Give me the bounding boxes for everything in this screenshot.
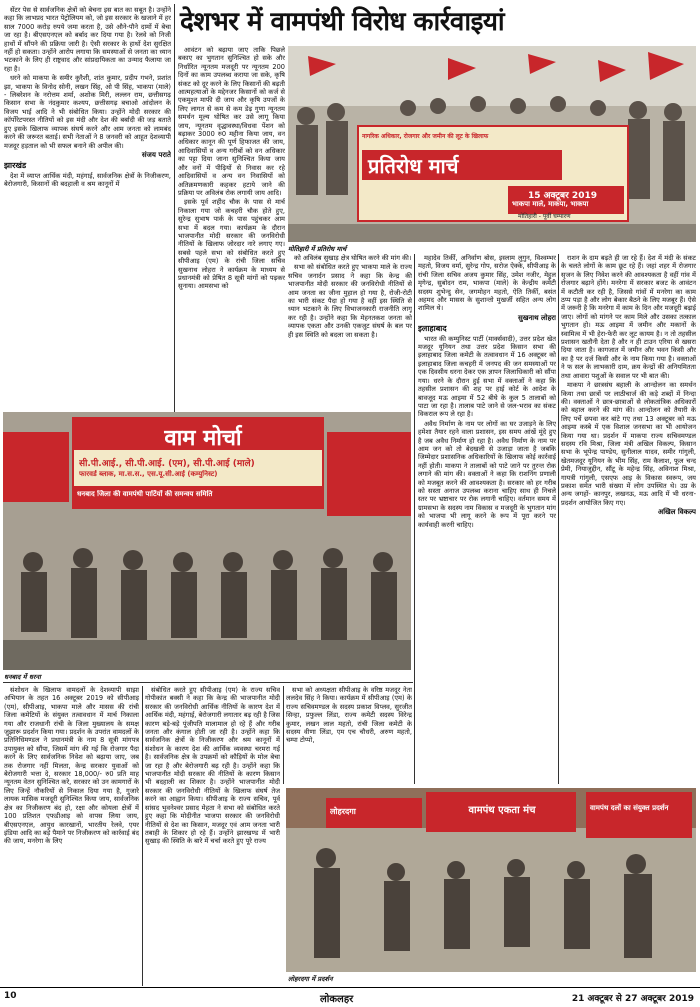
paragraph: सभा को अध्यक्षता सीपीआइ के वरिष्ठ मजदूर नेता ललदेव सिंह ने किया। कार्यक्रम में सीपीआइ (एम) के राज्य सचिवमण्डल के सदस्य प्रकाश विप्लव, सुरजीत सिन्हा, प्रफुल्ल लिंडा, राज्य कमेटी सदस्य विरेन्द्र कुमार, लखन लाल महतो, रांची जिला कमेटी के सदस्य वीणा लिंडा, एम एच चौधरी, अरुण महतो, चम्पा टोप्पो, bbox=[286, 686, 412, 745]
byline: अखिल विकल्प bbox=[657, 508, 696, 517]
article-col3-mid bbox=[288, 254, 412, 364]
paragraph: देश में व्याप्त आर्थिक मंदी, महंगाई, सार्वजनिक क्षेत्रों के निजीकरण, बेरोजगारी, किसानों की बदहाली व श्रम कानूनों में bbox=[4, 171, 171, 189]
column-rule bbox=[174, 4, 175, 414]
paragraph: महादेव तिर्की, अनिर्वाण बोस, इस्लाम लुगुन, विश्वम्भर महतो, विजय वर्मा, सुरेन्द्र गोप, सरोज ऐक्के, सीपीआइ के रांची जिला सचिव अजय कुमार सिंह, उमेश नजीर, मेहुल मृगेन्द्र, सुबोदन राम, भाकपा (माले) के केन्द्रीय कमेटी सदस्य शुभेन्दु सेन, जगमोहन महतो, ऐति तिर्की, बसंत अहमद और मासस के सुशान्तो मुखर्जी सहित अन्य लोग शामिल थे। bbox=[418, 254, 556, 313]
article-col2-top bbox=[178, 46, 285, 406]
section-subhead-allahabad: इलाहाबाद bbox=[418, 324, 447, 334]
paragraph: आवंटन को बढ़ाया जाए ताकि पिछले बकाए का भुगतान सुनिश्चित हो सके और निर्धारित न्यूनतम मजदूरी पर न्यूनतम 200 दिनों का काम उपलब्ध कराया जा सके, कृषि संकट को दूर करने के लिए किसानों की बढ़ती आत्महत्याओं के मद्देनजर किसानों को कर्ज से एकमुश्त माफी दी जाय और कृषि उपजों के लिए लागत से कम से कम डेढ़ गुणा न्यूनतम समर्थन मूल्य घोषित कर उसे लागू किया जाय, न्यूनतम वृद्धावस्था/विधवा पेंशन को बढ़ाकर 3000 रु0 महीना किया जाय, वन अधिकार कानून की पूर्ण हिफाजत की जाय, आदिवासियों व अन्य गरीबों को वन अधिकार का पट्टा दिया जाना सुनिश्चित किया जाय और वनों में पीढ़ियों से निवास कर रहे आदिवासियों व अन्य वन निवासियों को अतिक्रमणकारी कहकर हटाये जाने की प्रक्रिया पर अविलंब रोक लगायी जाय आदि। bbox=[178, 46, 285, 197]
paragraph: राशन के दाम बढ़ते ही जा रहे हैं। देश में मंदी के संकट के चलते लोगों के काम छूट रहे हैं। जहां शहर में रोजगार सृजन के लिए निवेश करने की आवश्यकता है वहीं गांव में रोजगार बढ़ाने होंगे। मनरेगा में सरकार बजट के आवंटन में कटौती कर रही है, जिससे गांवों में मनरेगा का काम ठप्प पड़ा है और लोग बेकार बैठने के लिए मजबूर हैं। ऐसे में जरूरी है कि मनरेगा में काम के दिन और मजदूरी बढ़ाई जाए। लोगों को मांगने पर काम मिले और उसका तत्काल भुगतान हो। मऊ आइमा में जमीन और मकानों के स्वामित्व में भी हेरा-फेरी कर लूट कायम है। न तो तहसील प्रशासन खतौनी देता है और न ही टाउन एरिया से खसरा दिया जाता है। कागजात में जमीन और भवन किसी और का है पर दर्ज किसी और के नाम किया गया है। वक्ताओं ने फ सल के लाभकारी दाम, क्रय केन्द्रों की अनियमितता तथा आवारा पशुओं के सवाल पर भी बात की। bbox=[561, 254, 696, 380]
paragraph: सेंटर पेस से सार्वजनिक क्षेत्रों को बेचना इस बात का सबूत है। उन्होंने कहा कि लाभप्रद भारत पेट्रोलियम को, जो इस सरकार के खजाने में हर साल 7000 करोड़ रुपये जमा करता है, उसे औने-पौने दामों में बेचा जा रहा है। बीएसएनएल को बर्बाद कर दिया गया है। रेलवे को निजी हाथों में सौंपने की प्रक्रिया जारी है। ऐसी सरकार के हाथों देश सुरक्षित नहीं हो सकता। उन्होंने आरोप लगाया कि समस्याओं से जनता का ध्यान भटकाने के लिए ही राष्ट्रवाद और सांप्रदायिकता का उन्माद फैलाया जा रहा है। bbox=[4, 6, 171, 73]
column-rule bbox=[414, 254, 415, 784]
column-rule bbox=[558, 254, 559, 784]
photo-dhanbad-dharna bbox=[3, 412, 411, 670]
byline: सुखनाथ लोहरा bbox=[517, 313, 556, 322]
photo-caption: धनबाद में धरना bbox=[4, 673, 41, 681]
article-col5-right bbox=[561, 254, 696, 784]
banner-parties: भाकपा माले, माकपा, भाकपा bbox=[512, 200, 589, 208]
photo-motihari-march bbox=[288, 46, 696, 242]
photo-lohardaga-protest bbox=[286, 788, 696, 972]
page-footer bbox=[0, 989, 700, 1005]
paragraph: संशोधन के खिलाफ वामदलों के देशव्यापी साझा अभियान के तहत 16 अक्टूबर 2019 को सीपीआइ (एम), सीपीआइ, भाकपा माले और मासस की रांची जिला कमेटियों के संयुक्त तत्वावधान में मार्च निकाला गया और राजधानी रांची के जिला मुख्यालय के समक्ष जुझारू प्रदर्शन किया गया। प्रदर्शन के उपरांत वामदलों के प्रतिनिधिमण्डल ने प्रधानमंत्री के नाम 8 सूत्री मांगपत्र उपायुक्त को सौंपा, जिसमें मांग की गई कि रोजगार पैदा करने के लिए सार्वजनिक निवेश को बढ़ाया जाए, जब तक रोजगार नहीं मिलता, केन्द्र सरकार युवाओं को बेरोजगारी भत्ता दे, सरकार 18,000/- रु0 प्रति माह न्यूनतम वेतन सुनिश्चित करे, सरकार को उन कामगारों के लिए जिन्हें नौकरियों से निकाल दिया गया है, गुजारे लायक मासिक मजदूरी सुनिश्चित किया जाय, सार्वजनिक क्षेत्र का निजीकरण बंद हो, रक्षा और कोयला क्षेत्रों में 100 प्रतिशत एफडीआइ को वापस लिया जाय, बीएसएनएल, आयुध कारखानों, भारतीय रेलवे, एयर इंडिया आदि का बड़े पैमाने पर निजीकरण को कार्रवाई बंद की जाय, मनरेगा के लिए bbox=[4, 686, 139, 846]
photo-motihari-march-image bbox=[288, 46, 696, 242]
article-col1-top bbox=[4, 6, 171, 404]
paragraph: इसके पूर्व शहीद चौक के पास से मार्च निकाला गया जो कचहरी चौक होते हुए, सुरेन्द्र सुभाष पार्क के पास पहुंचकर आम सभा में बदल गया। कार्यक्रम के दौरान भाजपानीत मोदी सरकार की जनविरोधी नीतियों के खिलाफ जोरदार नारे लगाए गए। सबसे पहले सभा को संबोधित करते हुए सीपीआइ (एम) के रांची जिला सचिव सुखनाथ लोहरा ने कार्यक्रम के माध्यम से प्रधानमंत्री को प्रेषित 8 सूत्री मांगों को पढ़कर सुनाया। आमसभा को bbox=[178, 198, 285, 291]
photo-caption: मोतिहारी में प्रतिरोध मार्च bbox=[288, 245, 347, 253]
byline: संजय पराते bbox=[141, 150, 171, 159]
section-rule bbox=[3, 682, 413, 683]
banner-district: धनबाद जिला की वामपंथी पार्टियों की समन्वय समिति bbox=[77, 490, 213, 498]
paragraph: धरने को माकपा के समीर कुरैशी, शांत कुमार, प्रदीप गभने, प्रशांत झा, भाकपा के विनोद सोनी, लखन सिंह, ओ पी सिंह, भाकपा (माले) - लिबरेशन के नरोत्तम शर्मा, अशोक मिरी, लल्लन राम, छत्तीसगढ़ किसान सभा के नंदकुमार कश्यप, छत्तीसगढ़ बचाओ आंदोलन के विजय भाई आदि ने भी संबोधित किया। उन्होंने मोदी सरकार की कॉर्पोरेटपरस्त नीतियों को इस मंदी और देश की बर्बादी की जड़ बताते हुए इसके खिलाफ व्यापक संघर्ष करने और आम जनता को लामबंद करने की जरूरत बताई। सभी नेताओं ने 8 जनवरी को आहूत देशव्यापी मजदूर हड़ताल को भी सफल बनाने की अपील की। bbox=[4, 74, 171, 150]
banner-left: लोहरदगा bbox=[330, 807, 356, 816]
paragraph: सभा को संबोधित करते हुए भाकपा माले के राज्य सचिव जनार्दन प्रसाद ने कहा कि केन्द्र की भाजपानीत मोदी सरकार की जनविरोधी नीतियों से आम जनता का जीना मुहाल हो गया है, रोजी-रोटी का भारी संकट पैदा हो गया है वहीं इस स्थिति से ध्यान भटकाने के लिए विभाजनकारी राजनीति लागू कर रही है। उन्होंने कहा कि मेहनतकश जनता को व्यापक एकता और उनकी एकजुट संघर्ष के बल पर ही इस स्थिति को बदला जा सकता है। bbox=[288, 263, 412, 339]
newspaper-name: लोकलहर bbox=[320, 994, 354, 1005]
banner-top-text: नागरिक अधिकार, रोजगार और जमीन की लूट के खिलाफ bbox=[362, 133, 489, 140]
article-bottom-col3 bbox=[286, 686, 412, 782]
photo-caption: लोहरदगा में प्रदर्शन bbox=[288, 975, 333, 983]
paragraph: माकपा ने छात्रसंघ बहाली के आन्दोलन का समर्थन किया तथा छात्रों पर लाठीचार्ज की कड़े शब्दों में निन्दा की। वक्ताओं ने छात्र-छात्राओं से लोकतांत्रिक अधिकारों को बहाल करने की मांग की। आन्दोलन को तैयारी के लिए पर्चे छपवा कर बांटे गए तथा 13 अक्टूबर को मऊ आइमा कस्बे में एक विशाल जनसभा का भी आयोजन किया गया था। प्रदर्शन में माकपा राज्य सचिवमण्डल सदस्य रवि मिश्रा, जिला मंत्री अखिल विकल्प, किसान सभा के भूपेन्द्र पाण्डेय, सुनीलाल यादव, समीर गांगुली, खेतमजदूर यूनियन के भीम सिंह, राम कैलाश, फूल चन्द प्रेमी, नियाजुद्दीन, सौंटू के महेन्द्र सिंह, अविनाश मिश्रा, गायत्री गांगुली, एसएफ आइ के विकास स्वरूप, जय प्रकाश समेत भारी संख्या में लोग उपस्थित थे। उप्र के अन्य जगहों- कानपुर, लखनऊ, मऊ आदि में भी धरना-प्रदर्शन आयोजित किए गए। bbox=[561, 381, 696, 507]
banner-parties: सी.पी.आई., सी.पी.आई. (एम), सी.पी.आई (माले) bbox=[79, 459, 255, 469]
article-col3-allahabad bbox=[418, 254, 556, 784]
banner-title: प्रतिरोध मार्च bbox=[368, 154, 459, 178]
banner-district: मोतिहारी - पूर्वी चम्पारण bbox=[518, 213, 571, 220]
article-bottom-col2 bbox=[145, 686, 280, 986]
footer-rule bbox=[0, 987, 700, 988]
banner-sub: फारवर्ड ब्लाक, मा.स.स., एस.यू.सी.आई (कम्युनिस्ट) bbox=[79, 470, 218, 478]
column-rule bbox=[142, 686, 143, 986]
paragraph: संबोधित करते हुए सीपीआइ (एम) के राज्य सचिव गोपीकांत बक्सी ने कहा कि केन्द्र की भाजपानीत मोदी सरकार की जनविरोधी आर्थिक नीतियों के कारण देश में आर्थिक मंदी, महंगाई, बेरोजगारी लगातार बढ़ रही है जिस कारण बड़े-बड़े पूंजीपति मालामाल हो रहे हैं और गरीब जनता और कंगाल होती जा रही है। उन्होंने कहा कि सार्वजनिक क्षेत्रों के निजीकरण और श्रम कानूनों में संशोधन के कारण देश की आर्थिक व्यवस्था चरमरा गई है। सार्वजनिक क्षेत्र के उपक्रमों को कौड़ियों के मोल बेचा जा रहा है और बेरोजगारी बढ़ रही है। उन्होंने कहा कि भाजपानीत मोदी सरकार की नीतियों के कारण किसान भी बदहाली का शिकार है। उन्होंने भाजपानीत मोदी सरकार की जनविरोधी नीतियों के खिलाफ संघर्ष तेज करने का आह्वान किया। सीपीआइ के राज्य सचिव, पूर्व सांसद भुवनेश्वर प्रसाद मेहता ने सभा को संबोधित करते हुए कहा कि मोदीनीत भाजपा सरकार की जनविरोधी नीतियों से देश का किसान, मजदूर एवं आम जनता भारी तबाही के शिकार हो रहे हैं। उन्होंने झारखण्ड में भारी सुखाड़ की स्थिति के बारे में चर्चा करते हुए पूरे राज्य bbox=[145, 686, 280, 846]
issue-dateline: 21 अक्टूबर से 27 अक्टूबर 2019 bbox=[571, 994, 694, 1004]
page-headline: देशभर में वामपंथी विरोध कार्रवाइयां bbox=[180, 7, 505, 37]
section-subhead-jharkhand: झारखंड bbox=[4, 161, 27, 171]
banner-center: वामपंथ एकता मंच bbox=[468, 805, 536, 816]
paragraph: अवैध निर्माण के नाम पर लोगों का घर उजाड़ने के लिए हमेशा तैयार रहने वाला प्रशासन, इस समय आंखें मूंदे हुए है जब अवैध निर्माण हो रहा है। अवैध निर्माण के नाम पर आम जन को तो बेदखली से उजाड़ा जाता है जबकि जिम्मेदार प्रशासनिक अधिकारियों के खिलाफ कोई कार्रवाई नहीं होती। माकपा ने तालाबों को पाटे जाने पर तुरन्त रोक लगाने की मांग की। वक्ताओं ने कहा कि राशनिंग प्रणाली को मजबूत करने की आवश्यकता है। सरकार को हर गरीब को सस्ता अनाज उपलब्ध कराना चाहिए साथ ही निचले स्तर पर भ्रष्टाचार पर रोक लगानी चाहिए। वर्तमान समय में ग्रामसभा के सदस्य नाम विकास व मजदूरी के भुगतान मांग को भाजपा भी लागू करने के रूप में पूरा करने पर कार्यवाही करनी चाहिए। bbox=[418, 419, 556, 529]
column-rule bbox=[283, 686, 284, 784]
banner-title: वाम मोर्चा bbox=[164, 426, 242, 451]
paragraph: भारत की कम्युनिस्ट पार्टी (मार्क्सवादी), उत्तर प्रदेश खेत मजदूर यूनियन तथा उत्तर प्रदेश किसान सभा की इलाहाबाद जिला कमेटी के तत्वावधान में 16 अक्टूबर को इलाहाबाद जिला कचहरी में जनपद की जन समस्याओं पर एक दिवसीय धरना देकर एक ज्ञापन जिलाधिकारी को सौंपा गया। धरने के दौरान हुई सभा में वक्ताओं ने कहा कि तहसील प्रशासन की शह पर हाई कोर्ट के आदेश के बावजूद मऊ आइमा में 52 बीघे के कुल 5 तालाबों को पाटा जा रहा है। तालाब पाटे जाने से जल-भराव का संकट विकराल रूप ले रहा है। bbox=[418, 334, 556, 419]
paragraph: को अविलंब सुखाड़ क्षेत्र घोषित करने की मांग की। bbox=[294, 254, 412, 262]
page-number: 10 bbox=[4, 991, 17, 1001]
article-bottom-col1 bbox=[4, 686, 139, 986]
banner-date: 15 अक्टूबर 2019 bbox=[528, 191, 597, 201]
banner-right: वामपंथ दलों का संयुक्त प्रदर्शन bbox=[590, 804, 669, 812]
